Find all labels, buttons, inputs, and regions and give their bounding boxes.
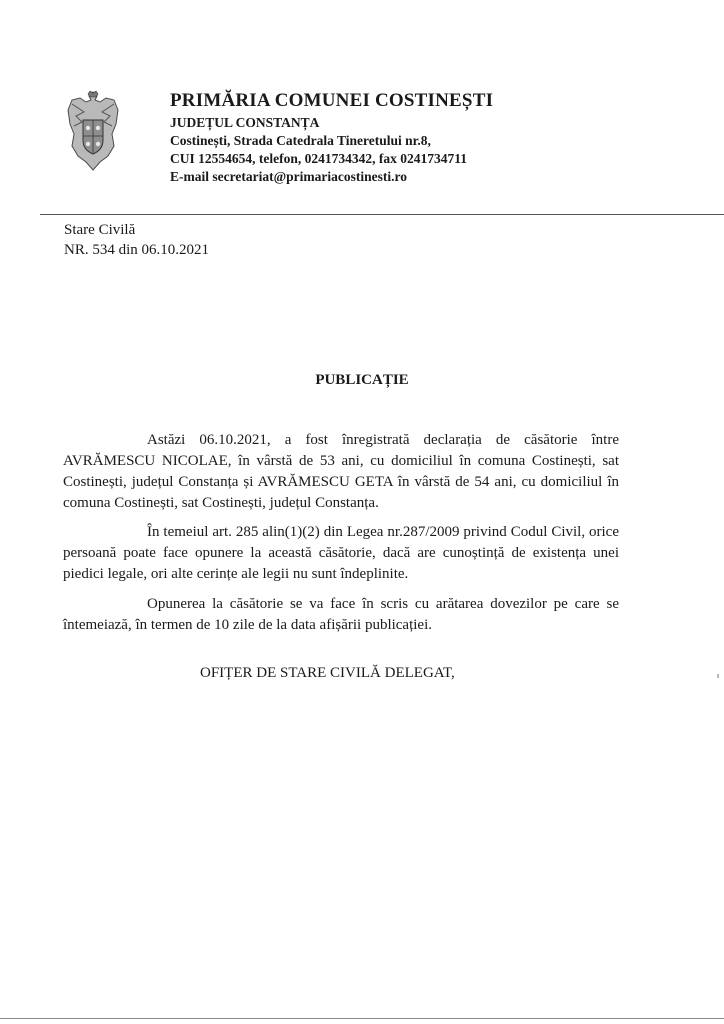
email-line: E-mail secretariat@primariacostinesti.ro: [170, 169, 407, 184]
document-title: PUBLICAȚIE: [315, 372, 409, 388]
scan-mark: [717, 674, 719, 678]
address-line: Costinești, Strada Catedrala Tineretului nr.8,: [170, 133, 431, 148]
county-line: JUDEȚUL CONSTANȚA: [170, 115, 320, 130]
institution-header: [170, 90, 493, 186]
registry-info: [64, 220, 209, 260]
paragraph-legal-basis: În temeiul art. 285 alin(1)(2) din Legea nr.287/2009 privind Codul Civil, orice persoană poate face opunere la această căsătorie, dacă are cunoștință de existența unei piedici legale, ori alte cerințe ale legii nu sunt îndeplinite.: [63, 524, 619, 582]
paragraph-declaration: Astăzi 06.10.2021, a fost înregistrată declarația de căsătorie între AVRĂMESCU NICOLAE, în vârstă de 53 ani, cu domiciliul în comuna Costinești, sat Costinești, județul Constanța și AVRĂMESCU GETA în vârstă de 54 ani, cu domiciliul în comuna Costinești, sat Costinești, județul Constanța.: [63, 432, 619, 511]
paragraph-opposition: Opunerea la căsătorie se va face în scris cu arătarea dovezilor pe care se întemeiază, în termen de 10 zile de la data afișării publicației.: [63, 596, 619, 633]
contact-line: CUI 12554654, telefon, 0241734342, fax 0241734711: [170, 151, 467, 166]
institution-name: PRIMĂRIA COMUNEI COSTINEȘTI: [170, 90, 494, 111]
header-divider: [40, 214, 724, 215]
page-bottom-edge: [0, 1018, 724, 1019]
romania-coat-of-arms-icon: [66, 90, 120, 172]
signature-line: OFIȚER DE STARE CIVILĂ DELEGAT,: [200, 665, 455, 681]
registration-number: NR. 534 din 06.10.2021: [64, 242, 210, 258]
department-label: Stare Civilă: [64, 222, 136, 238]
